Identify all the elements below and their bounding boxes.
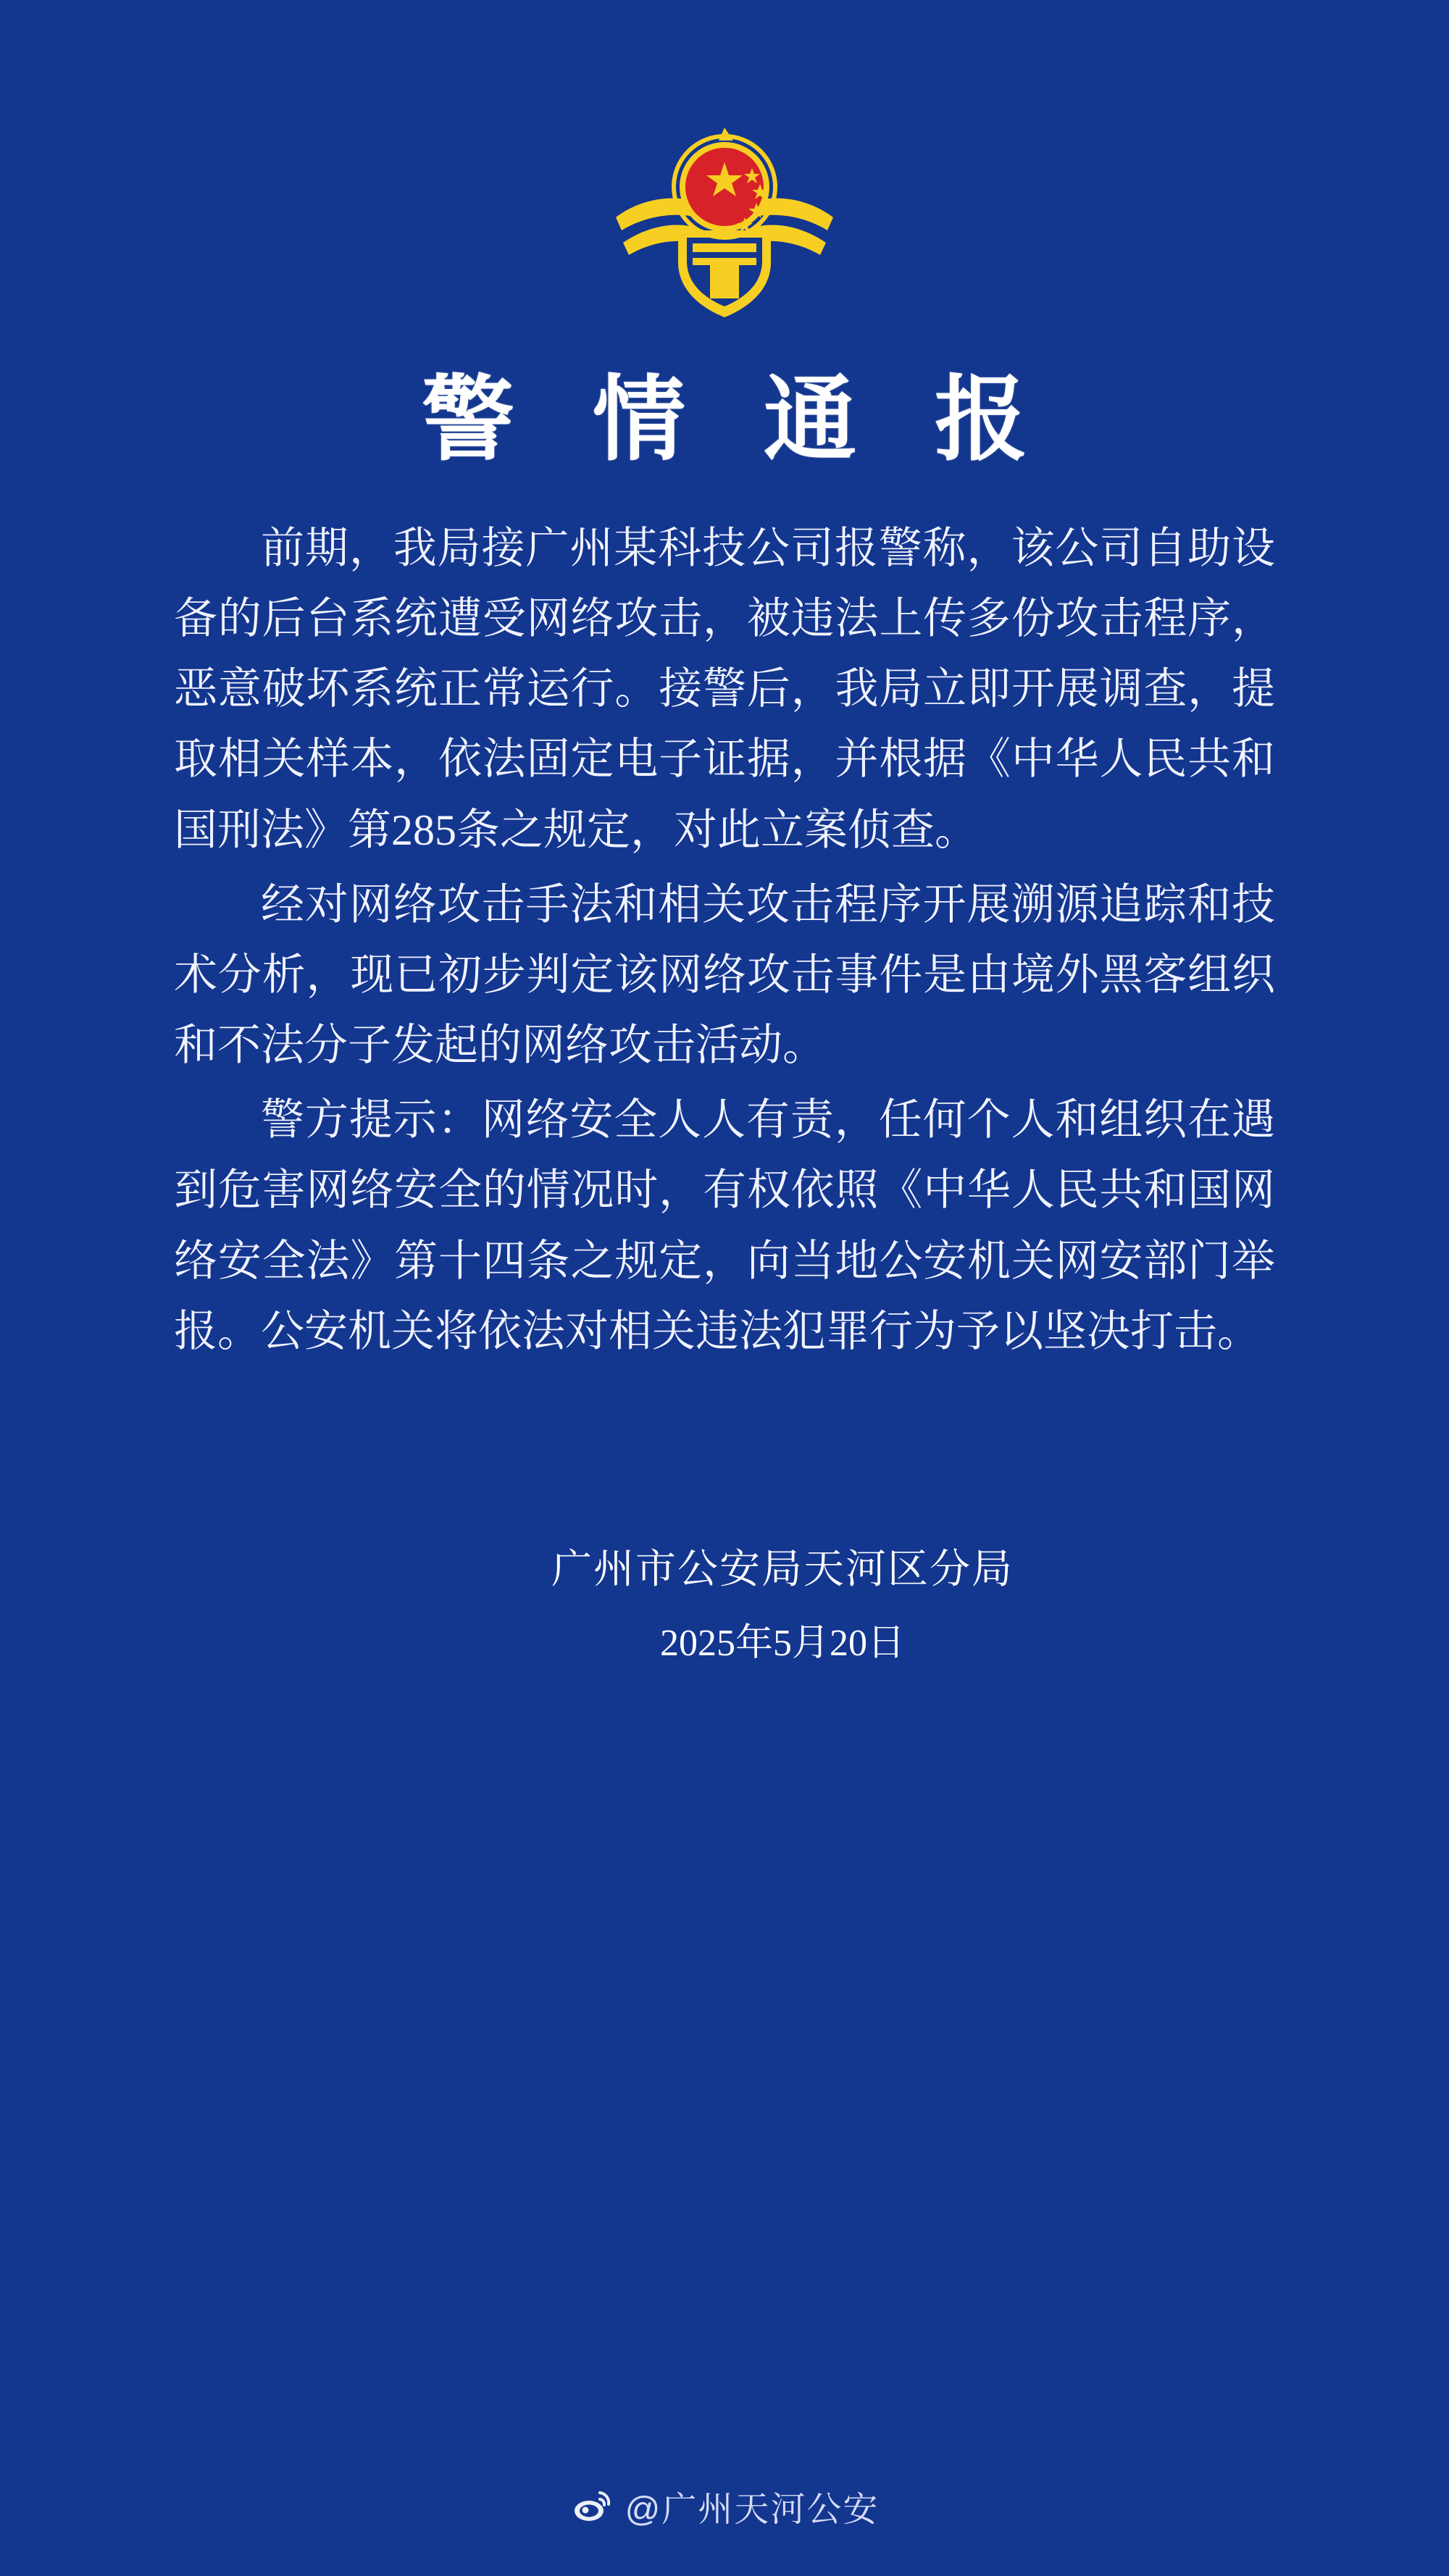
notice-paragraph: 前期，我局接广州某科技公司报警称，该公司自助设备的后台系统遭受网络攻击，被违法上传多份攻击程序，恶意破坏系统正常运行。接警后，我局立即开展调查，提取相关样本，依法固定电子证据，并根据《中华人民共和国刑法》第285条之规定，对此立案侦查。 (174, 524, 1275, 854)
notice-paragraph: 警方提示：网络安全人人有责，任何个人和组织在遇到危害网络安全的情况时，有权依照《中华人民共和国网络安全法》第十四条之规定，向当地公安机关网安部门举报。公安机关将依法对相关违法犯罪行为予以坚决打击。 (174, 1096, 1275, 1355)
issue-date: 2025年5月20日 (659, 1622, 905, 1664)
weibo-account-name: @广州天河公安 (625, 2491, 880, 2529)
signature-block (174, 1538, 1275, 1673)
page-title: 警 情 通 报 (421, 369, 1055, 472)
footer-watermark (0, 2481, 1449, 2531)
weibo-icon (570, 2485, 612, 2527)
notice-paragraph: 经对网络攻击手法和相关攻击程序开展溯源追踪和技术分析，现已初步判定该网络攻击事件是由境外黑客组织和不法分子发起的网络攻击活动。 (174, 880, 1275, 1070)
issuing-organization: 广州市公安局天河区分局 (551, 1547, 1014, 1593)
notice-body (174, 514, 1275, 1371)
china-police-badge-icon (601, 109, 848, 326)
